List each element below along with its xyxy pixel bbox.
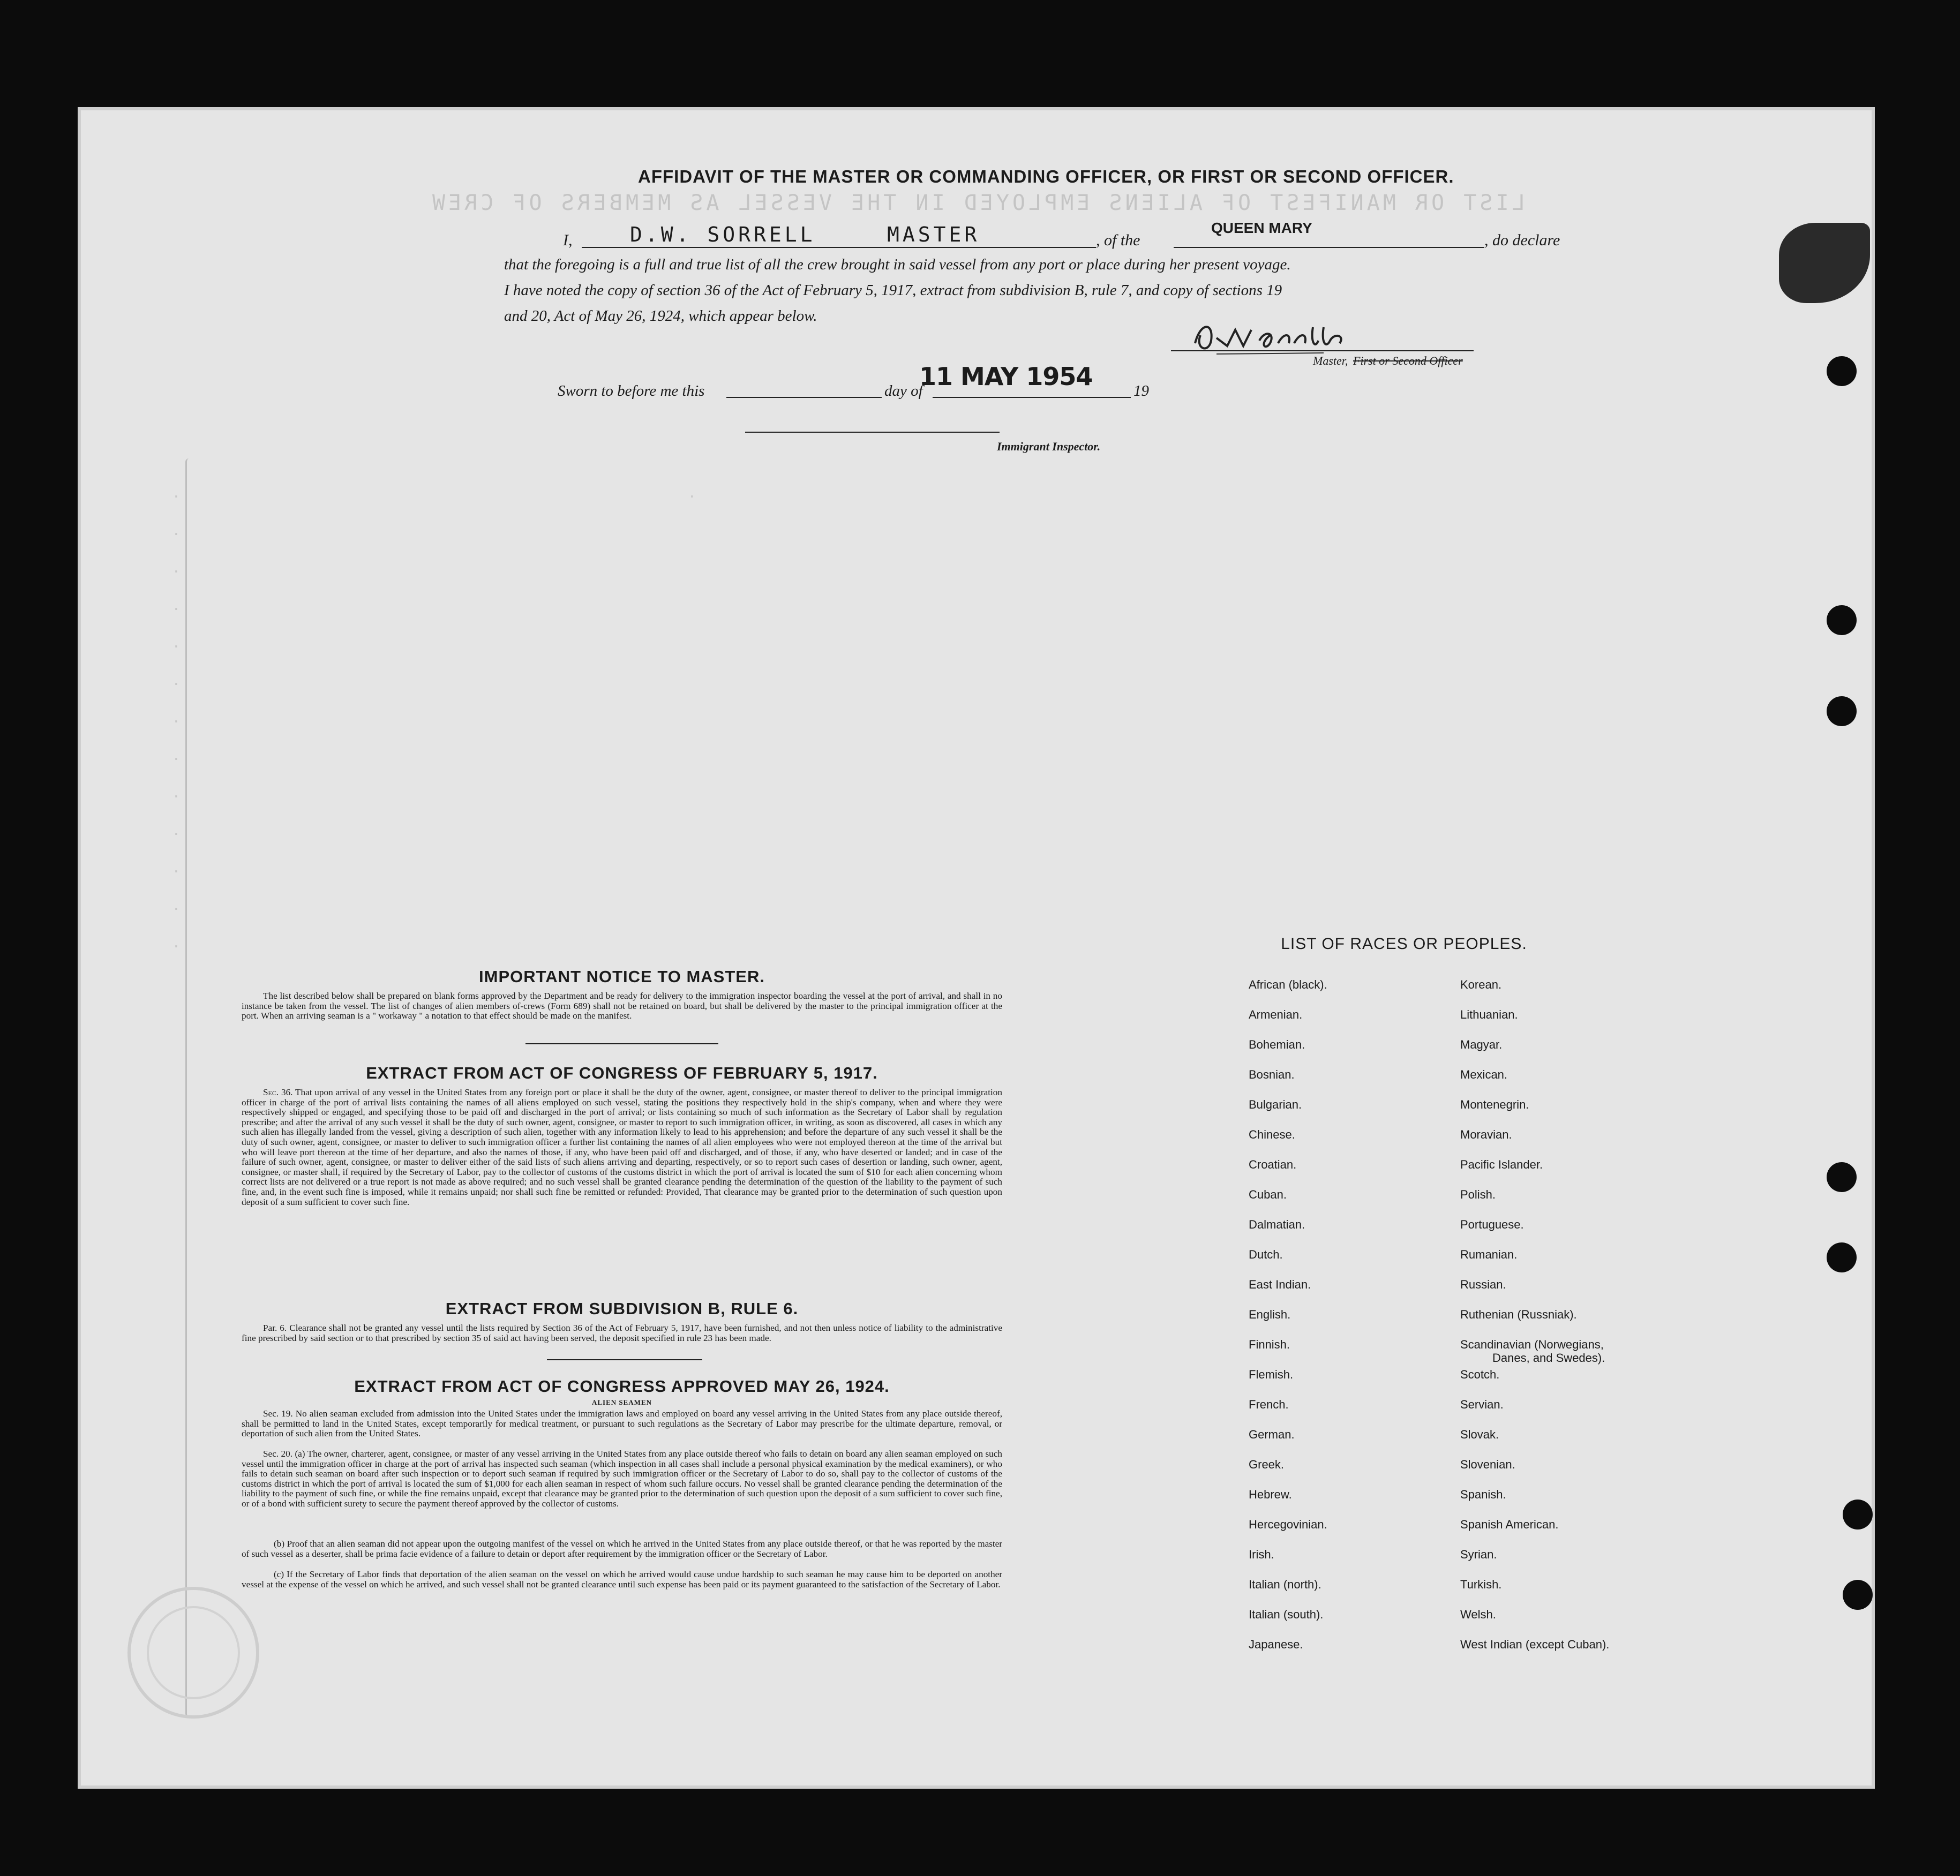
race-item: Portuguese.: [1460, 1218, 1524, 1231]
master-signature: [1184, 311, 1425, 359]
race-item: Korean.: [1460, 978, 1502, 991]
master-label: Master,: [1313, 354, 1348, 367]
subdivision-title: EXTRACT FROM SUBDIVISION B, RULE 6.: [445, 1299, 799, 1318]
affidavit-line-2: that the foregoing is a full and true list of all the crew brought in said vessel from any port or place during her present voyage.: [504, 256, 1291, 273]
race-item: Servian.: [1460, 1398, 1504, 1411]
sec-20b-body: Proof that an alien seaman did not appear upon the outgoing manifest of the vessel on which he arrived in the United States from any place outside thereof, or that he was reported by the master of such vessel as a deserter, shall be prima facie evidence of a failure to detain or deport after requirement by the immigration officer or the Secretary of Labor.: [242, 1539, 1003, 1559]
left-margin-bracket: [185, 458, 192, 1717]
race-item: German.: [1249, 1428, 1295, 1441]
race-item: Russian.: [1460, 1278, 1506, 1291]
sec-20b-label: (b): [274, 1539, 285, 1549]
race-item: Japanese.: [1249, 1638, 1303, 1651]
bleed-through-header: LIST OR MANIFEST OF ALIENS EMPLOYED IN THE VESSEL AS MEMBERS OF CREW: [429, 191, 1525, 215]
sworn-day-underline: [726, 397, 882, 398]
extract-1917-text: [242, 1088, 1002, 1207]
sec-20c-body: If the Secretary of Labor finds that deportation of the alien seaman on the vessel on which he arrived would cause undue hardship to such seaman he may cause him to be deported on another vessel at the expense of the vessel on which he arrived, and such vessel shall not be granted clearance until such expense has been paid or its payment guaranteed to the satisfaction of the Secretary of Labor.: [242, 1569, 1003, 1589]
par-6-label: Par. 6.: [263, 1323, 287, 1333]
of-the-label: , of the: [1096, 231, 1140, 249]
punch-hole: [1827, 1162, 1857, 1192]
race-item: Chinese.: [1249, 1128, 1295, 1141]
master-rank: MASTER: [887, 223, 980, 246]
punch-hole: [1843, 1500, 1873, 1530]
race-item: Magyar.: [1460, 1038, 1503, 1051]
race-item: Turkish.: [1460, 1578, 1502, 1591]
race-item: English.: [1249, 1308, 1291, 1321]
race-item: Dutch.: [1249, 1248, 1283, 1261]
race-item: Scotch.: [1460, 1368, 1500, 1381]
sec-20a-body: The owner, charterer, agent, consignee, or master of any vessel arriving in the United States from any place outside thereof who fails to detain on board any alien seaman employed on such vessel until the immigration officer in charge at the port of arrival has inspected such seaman (which inspection in all cases shall include a personal physical examination by the medical examiners), or who fails to detain such seaman on board after such inspection or to deport such seaman if required by such immigration officer or the Secretary of Labor to do so, shall pay to the collector of customs of the customs district in which the port of arrival is located the sum of $1,000 for each alien seaman in respect of whom such failure occurs. No vessel shall be granted clearance pending the determination of the liability to the payment of such fine, or while the fine remains unpaid, except that clearance may be granted prior to the determination of such question upon the deposit of a sum sufficient to cover such fine, or of a bond with sufficient surety to secure the payment thereof approved by the collector of customs.: [242, 1449, 1002, 1509]
race-item: Hercegovinian.: [1249, 1518, 1327, 1531]
race-item: Polish.: [1460, 1188, 1496, 1201]
bleed-through-rows: . . . . . . . . . . . . . .: [172, 485, 699, 951]
race-item: Bohemian.: [1249, 1038, 1305, 1051]
race-item: Greek.: [1249, 1458, 1285, 1471]
sworn-month-underline: [933, 397, 1131, 398]
race-item: Armenian.: [1249, 1008, 1303, 1021]
race-item: French.: [1249, 1398, 1289, 1411]
torn-corner: [1779, 223, 1870, 303]
sec-20b-text: [242, 1539, 1002, 1559]
race-item: Irish.: [1249, 1548, 1274, 1561]
do-declare-label: , do declare: [1484, 231, 1560, 249]
vessel-underline: [1174, 247, 1484, 248]
race-item: Bulgarian.: [1249, 1098, 1302, 1111]
sec-36-body: That upon arrival of any vessel in the United States from any foreign port or place it shall be the duty of the owner, agent, consignee, or master thereof to deliver to the principal immigration officer in charge of the port of arrival lists containing the names of all aliens employed on such vessel, stating the positions they respectively hold in the ship's company, when and where they were respectively shipped or engaged, and specifying those to be paid off and discharged in the port of arrival; or lists containing so much of such information as the Secretary of Labor shall by regulation prescribe; and after the arrival of any such vessel it shall be the duty of such owner, agent, consignee, or master to report to such immigration officer, in writing, as soon as discovered, all cases in which any such alien has illegally landed from the vessel, giving a description of such alien, together with any information likely to lead to his apprehension; and before the departure of any such vessel it shall be the duty of such owner, agent, consignee, or master to deliver to such immigration officer a further list containing the names of all alien employees who were not employed thereon at the time of the arrival but who will leave port thereon at the time of her departure, and also the names of those, if any, who have been paid off and discharged, and of those, if any, who have deserted or landed; and in case of the failure of such owner, agent, consignee, or master to deliver either of the said lists of such aliens arriving and departing, respectively, or so to report such cases of desertion or landing, such owner, agent, consignee, or master shall, if required by the Secretary of Labor, pay to the collector of customs of the customs district in which the port of arrival is located the sum of $10 for each alien concerning whom correct lists are not delivered or a true report is not made as above required; and no such vessel shall be granted clearance pending the determination of the question of the liability to the payment of such fine, and, in the event such fine is imposed, while it remains unpaid; nor shall such fine be remitted or refunded: Provided, That clearance may be granted prior to the determination of such question upon deposit of a sum sufficient to cover such fine.: [242, 1087, 1002, 1207]
inspector-underline: [745, 432, 1000, 433]
punch-hole: [1827, 356, 1857, 386]
par-6-body: Clearance shall not be granted any vessel until the lists required by Section 36 of the Act of February 5, 1917, have been furnished, and not then unless notice of liability to the administrative fine prescribed by said section or to that prescribed by section 35 of said act having been served, the deposit specified in rule 23 has been made.: [242, 1323, 1002, 1343]
date-stamp: 11 MAY 1954: [919, 362, 1093, 391]
struck-officer-label: First or Second Officer: [1353, 354, 1463, 367]
sec-20a-text: [242, 1449, 1002, 1509]
race-item: Mexican.: [1460, 1068, 1508, 1081]
i-label: I,: [563, 231, 573, 249]
punch-hole: [1827, 605, 1857, 635]
sec-19-label: Sec. 19.: [263, 1408, 293, 1419]
race-item: Spanish American.: [1460, 1518, 1559, 1531]
race-item: East Indian.: [1249, 1278, 1311, 1291]
punch-hole: [1827, 1242, 1857, 1272]
race-item: Rumanian.: [1460, 1248, 1518, 1261]
punch-hole: [1843, 1580, 1873, 1610]
race-item: Dalmatian.: [1249, 1218, 1305, 1231]
sec-20c-text: [242, 1570, 1002, 1589]
race-item: Slovenian.: [1460, 1458, 1515, 1471]
vessel-name: QUEEN MARY: [1211, 220, 1312, 236]
race-item: Scandinavian (Norwegians,: [1460, 1338, 1604, 1351]
divider-2: [547, 1359, 702, 1360]
year-label: 19: [1133, 382, 1149, 400]
sec-36-label: Sec. 36.: [263, 1087, 293, 1097]
affidavit-line-3: I have noted the copy of section 36 of the Act of February 5, 1917, extract from subdivision B, rule 7, and copy of sections 19: [504, 282, 1282, 299]
master-name: D.W. SORRELL: [630, 223, 816, 246]
extract-1917-title: EXTRACT FROM ACT OF CONGRESS OF FEBRUARY 5, 1917.: [366, 1064, 878, 1082]
race-item: Pacific Islander.: [1460, 1158, 1543, 1171]
race-item: Flemish.: [1249, 1368, 1294, 1381]
race-item: Bosnian.: [1249, 1068, 1295, 1081]
race-item: Moravian.: [1460, 1128, 1512, 1141]
sec-20a-label: Sec. 20. (a): [263, 1449, 305, 1459]
race-item: Slovak.: [1460, 1428, 1499, 1441]
race-item: Ruthenian (Russniak).: [1460, 1308, 1577, 1321]
sec-19-text: [242, 1409, 1002, 1439]
name-underline: [582, 247, 1096, 248]
race-item: West Indian (except Cuban).: [1460, 1638, 1610, 1651]
race-item: Italian (north).: [1249, 1578, 1321, 1591]
race-item: African (black).: [1249, 978, 1327, 991]
race-item: Hebrew.: [1249, 1488, 1292, 1501]
race-item: Montenegrin.: [1460, 1098, 1529, 1111]
alien-seamen-subtitle: ALIEN SEAMEN: [591, 1398, 652, 1406]
race-item: Lithuanian.: [1460, 1008, 1518, 1021]
inspector-label: Immigrant Inspector.: [997, 440, 1101, 453]
embossed-seal: [124, 1583, 263, 1722]
subdivision-text: [242, 1323, 1002, 1343]
sworn-label: Sworn to before me this: [558, 382, 705, 400]
race-item: Finnish.: [1249, 1338, 1290, 1351]
sec-19-body: No alien seaman excluded from admission into the United States under the immigration laws and employed on board any vessel arriving in the United States from any place outside thereof, shall be permitted to land in the United States, except temporarily for medical treatment, or pursuant to such regulations as the Secretary of Labor may prescribe for the ultimate departure, removal, or deportation of such alien from the United States.: [242, 1408, 1002, 1439]
race-item: Danes, and Swedes).: [1492, 1351, 1605, 1365]
sec-20c-label: (c): [274, 1569, 284, 1579]
signature-underline: [1171, 350, 1474, 351]
affidavit-line-4: and 20, Act of May 26, 1924, which appear below.: [504, 307, 817, 325]
race-item: Spanish.: [1460, 1488, 1506, 1501]
notice-title: IMPORTANT NOTICE TO MASTER.: [479, 967, 765, 986]
notice-text: The list described below shall be prepared on blank forms approved by the Department and be ready for delivery to the immigration inspector boarding the vessel at the port of arrival, and shall in no instance be taken from the vessel. The list of changes of alien members of-crews (Form 689) shall not be retained on board, but shall be delivered by the master to the principal immigration officer at the port. When an arriving seaman is a " workaway " a notation to that effect should be made on the manifest.: [242, 991, 1002, 1021]
extract-1924-title: EXTRACT FROM ACT OF CONGRESS APPROVED MAY 26, 1924.: [354, 1377, 890, 1396]
document-page: [78, 107, 1875, 1789]
race-item: Italian (south).: [1249, 1608, 1324, 1621]
day-of-label: day of: [884, 382, 923, 400]
race-item: Croatian.: [1249, 1158, 1297, 1171]
affidavit-title: AFFIDAVIT OF THE MASTER OR COMMANDING OFFICER, OR FIRST OR SECOND OFFICER.: [638, 167, 1454, 186]
divider-1: [525, 1043, 718, 1044]
race-item: Syrian.: [1460, 1548, 1497, 1561]
race-item: Cuban.: [1249, 1188, 1287, 1201]
race-item: Welsh.: [1460, 1608, 1496, 1621]
punch-hole: [1827, 696, 1857, 726]
races-title: LIST OF RACES OR PEOPLES.: [1281, 935, 1527, 953]
